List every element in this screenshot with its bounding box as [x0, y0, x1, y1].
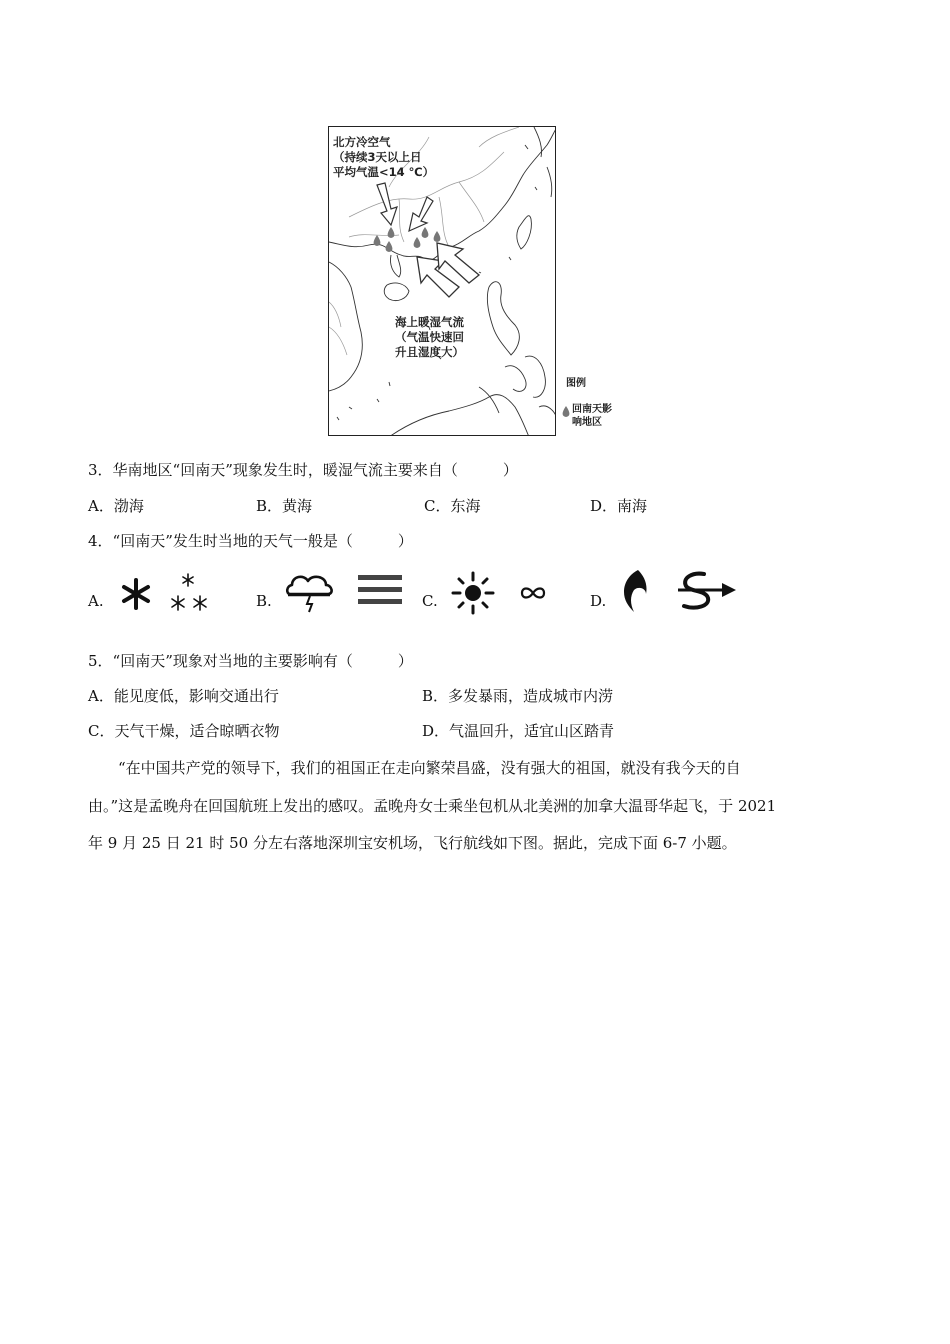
cold-air-line-3: 平均气温<14 ℃） [333, 165, 435, 179]
sandstorm-icon [676, 568, 738, 616]
question-3-stem: 3．华南地区“回南天”现象发生时，暖湿气流主要来自（ ） [88, 461, 518, 479]
q4-option-a[interactable]: A. [88, 592, 104, 610]
warm-air-line-3: 升且湿度大） [395, 345, 464, 359]
cold-air-line-2: （持续3天以上日 [333, 150, 422, 164]
passage-line-2: 由。”这是孟晚舟在回国航班上发出的感叹。孟晚舟女士乘坐包机从北美洲的加拿大温哥华起飞，于 2021 [88, 797, 777, 815]
haze-icon [518, 583, 548, 607]
legend-item-line-2: 响地区 [572, 417, 602, 428]
legend-item [572, 403, 612, 429]
q5-option-c[interactable]: C．天气干燥，适合晾晒衣物 [88, 722, 280, 740]
thunderstorm-icon [284, 570, 340, 620]
passage-line-1: “在中国共产党的领导下，我们的祖国正在走向繁荣昌盛，没有强大的祖国，就没有我今天的自 [118, 759, 741, 777]
sunny-icon [450, 570, 496, 620]
q4-option-d[interactable]: D. [590, 592, 607, 610]
q5-option-b[interactable]: B．多发暴雨，造成城市内涝 [422, 687, 614, 705]
legend-title: 图例 [566, 378, 586, 389]
typhoon-icon [618, 566, 652, 620]
fog-icon [356, 573, 404, 613]
cold-air-label [333, 135, 434, 180]
warm-air-label [395, 315, 464, 360]
warm-air-line-1: 海上暖湿气流 [395, 315, 464, 329]
question-4-stem: 4．“回南天”发生时当地的天气一般是（ ） [88, 532, 413, 550]
q4-option-b[interactable]: B. [256, 592, 272, 610]
raindrop-legend-icon [561, 404, 571, 418]
q3-option-b[interactable]: B．黄海 [256, 497, 313, 515]
q5-option-a[interactable]: A．能见度低，影响交通出行 [88, 687, 279, 705]
snow-icon [116, 570, 216, 620]
q3-option-d[interactable]: D．南海 [590, 497, 648, 515]
map-figure [328, 126, 556, 436]
cold-air-line-1: 北方冷空气 [333, 135, 391, 149]
question-5-stem: 5．“回南天”现象对当地的主要影响有（ ） [88, 652, 413, 670]
warm-air-line-2: （气温快速回 [395, 330, 464, 344]
passage-line-3: 年 9 月 25 日 21 时 50 分左右落地深圳宝安机场，飞行航线如下图。据此，完成下面 6-7 小题。 [88, 834, 737, 852]
q4-option-c[interactable]: C. [422, 592, 438, 610]
q3-option-a[interactable]: A．渤海 [88, 497, 144, 515]
affected-area-markers [374, 227, 441, 252]
q3-option-c[interactable]: C．东海 [424, 497, 481, 515]
q5-option-d[interactable]: D．气温回升，适宜山区踏青 [422, 722, 615, 740]
legend-item-line-1: 回南天影 [572, 404, 612, 415]
